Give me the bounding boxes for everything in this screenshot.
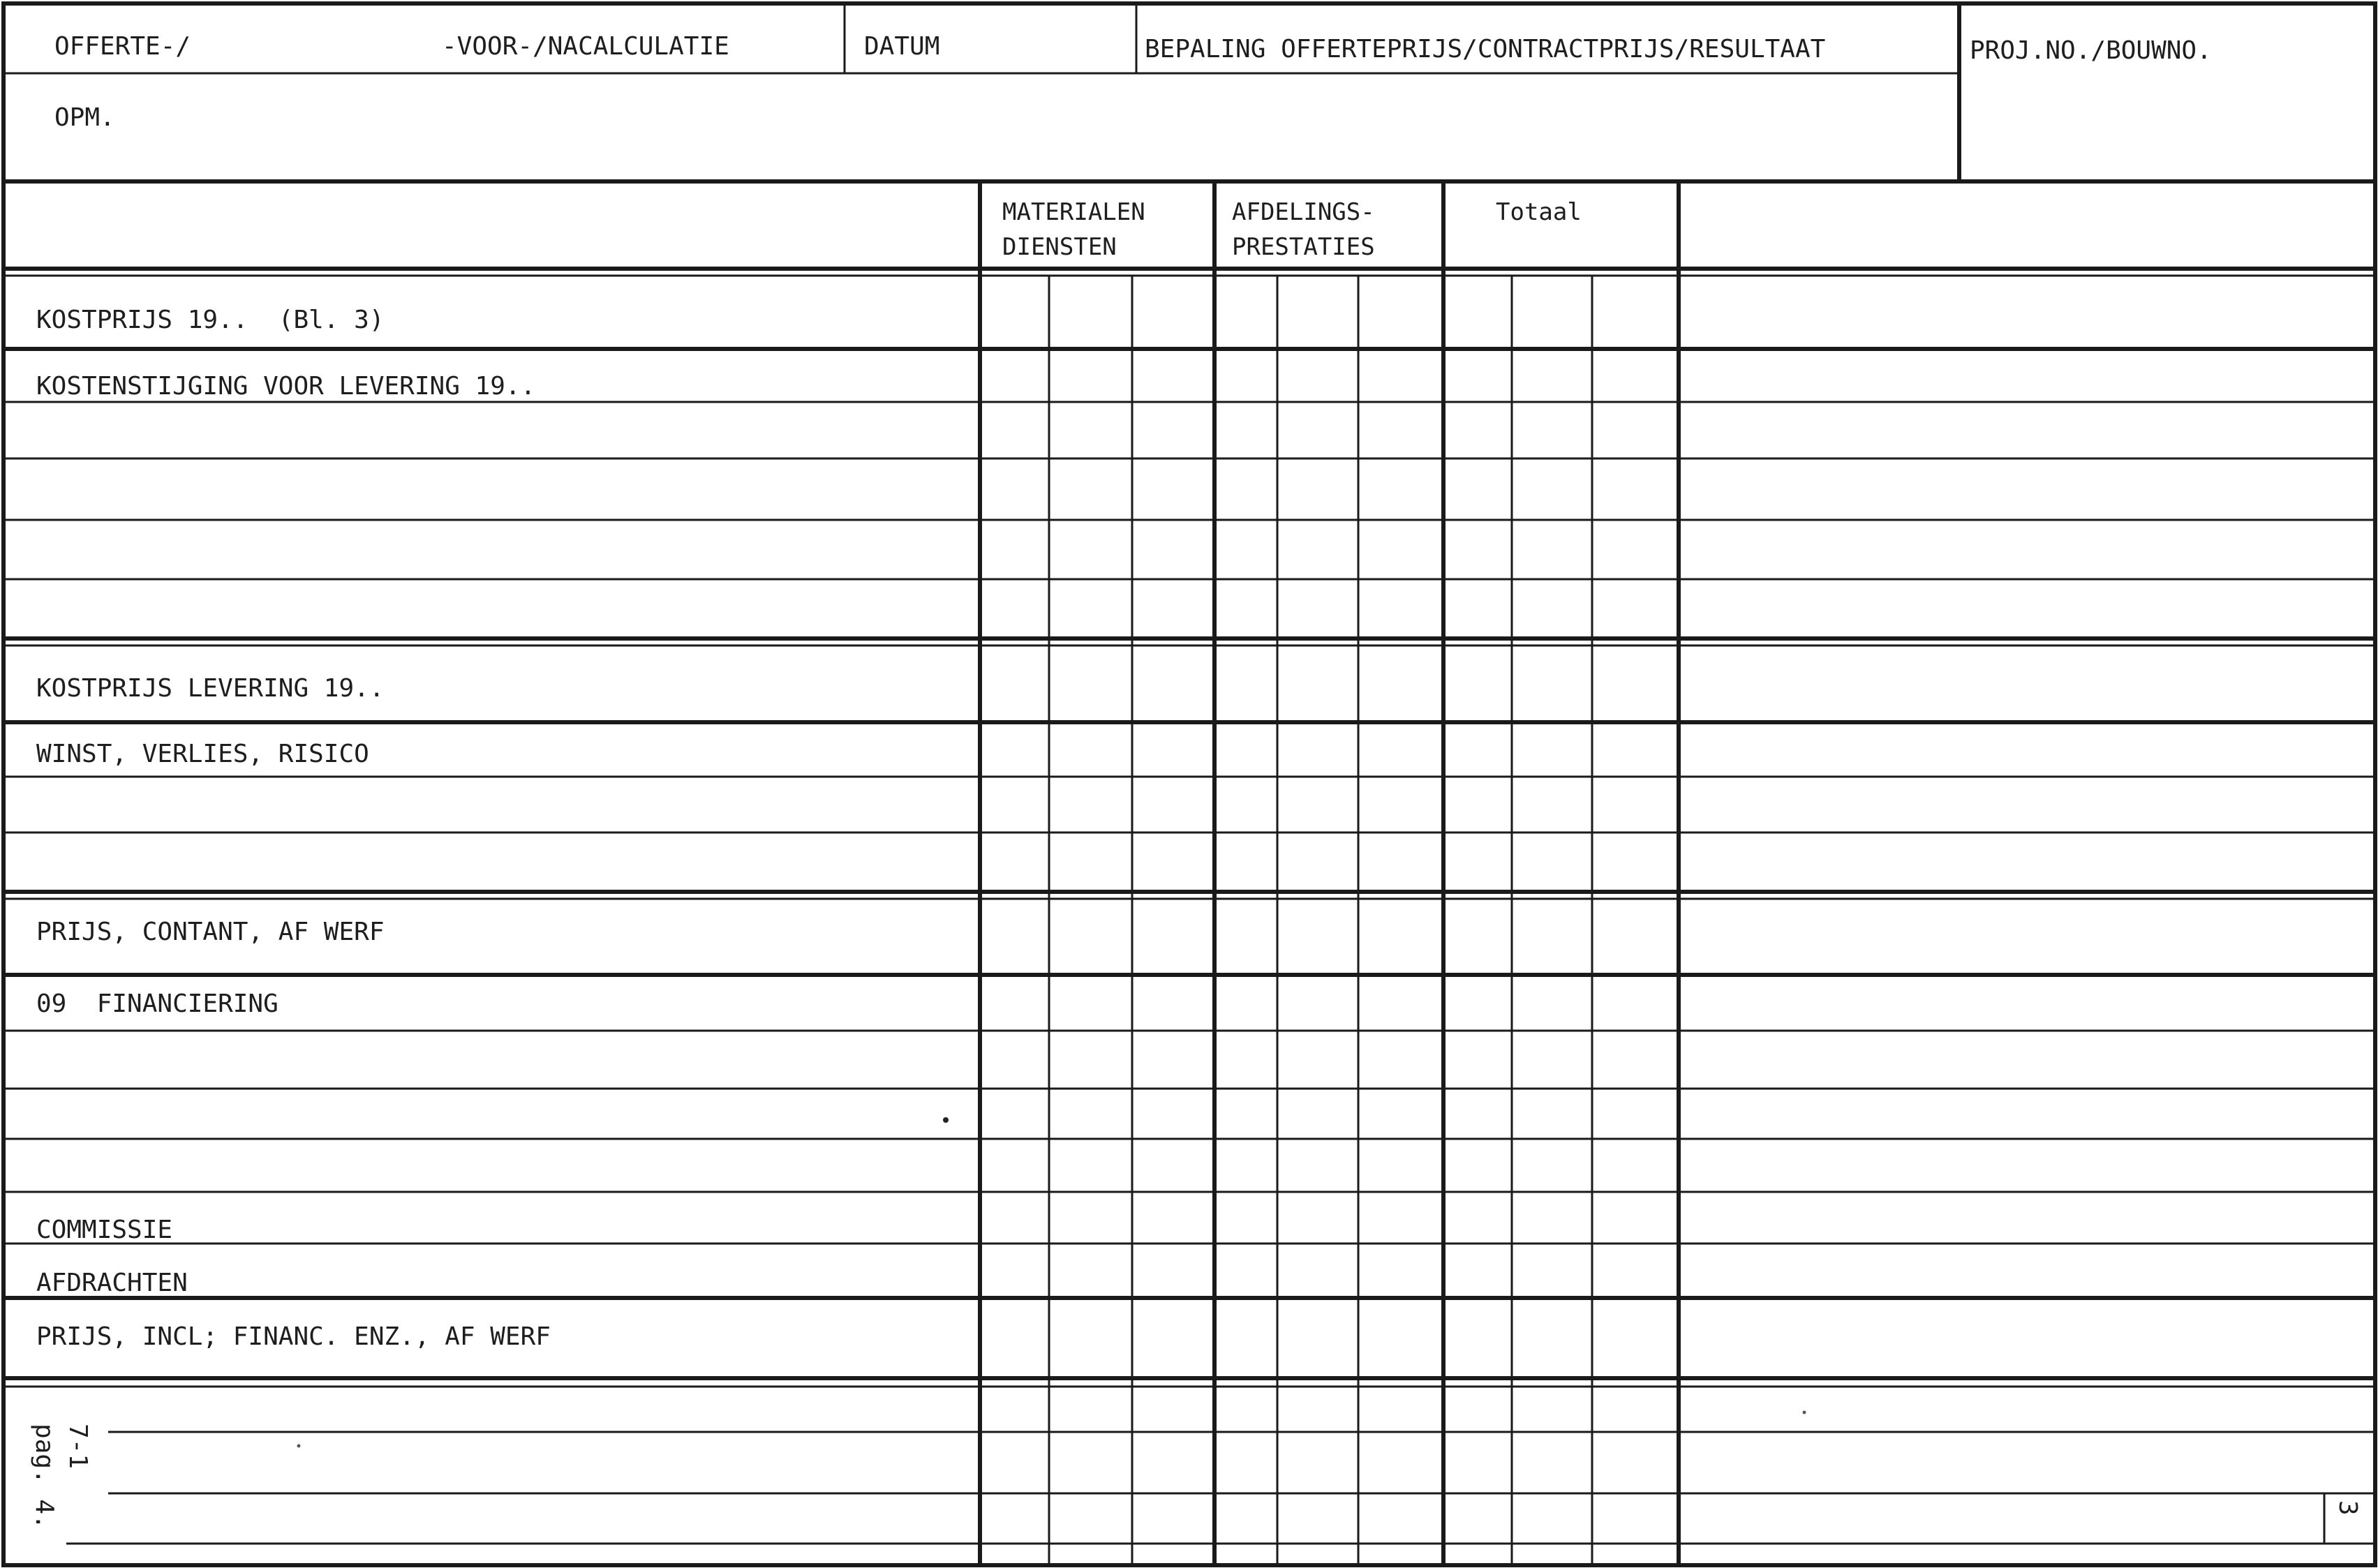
row-label-winst: WINST, VERLIES, RISICO xyxy=(36,740,369,768)
opm-label: OPM. xyxy=(54,103,115,132)
calculation-type-label: -VOOR-/NACALCULATIE xyxy=(442,32,729,61)
row-label-afdrachten: AFDRACHTEN xyxy=(36,1269,188,1297)
row-label-kostenstijging: KOSTENSTIJGING VOOR LEVERING 19.. xyxy=(36,372,536,401)
row-label-kostprijs: KOSTPRIJS 19.. (Bl. 3) xyxy=(36,306,385,334)
proj-no-label: PROJ.NO./BOUWNO. xyxy=(1970,36,2212,65)
scan-speck xyxy=(1803,1411,1806,1414)
totaal-header: Totaal xyxy=(1496,198,1582,226)
bepaling-label: BEPALING OFFERTEPRIJS/CONTRACTPRIJS/RESULTAAT xyxy=(1145,35,1826,64)
row-label-prijs-incl: PRIJS, INCL; FINANC. ENZ., AF WERF xyxy=(36,1322,551,1351)
materialen-header: MATERIALEN xyxy=(1002,198,1145,226)
prestaties-header: PRESTATIES xyxy=(1232,233,1375,261)
datum-label: DATUM xyxy=(864,32,940,61)
form-code: 7-1 xyxy=(64,1424,92,1470)
sheet-number: 3 xyxy=(2333,1500,2362,1516)
diensten-header: DIENSTEN xyxy=(1002,233,1117,261)
row-label-commissie: COMMISSIE xyxy=(36,1216,173,1244)
scan-speck xyxy=(297,1444,301,1448)
row-label-financiering: 09 FINANCIERING xyxy=(36,990,278,1018)
row-label-prijs-contant: PRIJS, CONTANT, AF WERF xyxy=(36,918,385,946)
page-label: pag. 4. xyxy=(30,1424,59,1530)
afdelings-header: AFDELINGS- xyxy=(1232,198,1375,226)
offerte-label: OFFERTE-/ xyxy=(54,32,191,61)
row-label-kostprijs-levering: KOSTPRIJS LEVERING 19.. xyxy=(36,674,385,703)
scan-speck xyxy=(943,1117,949,1123)
